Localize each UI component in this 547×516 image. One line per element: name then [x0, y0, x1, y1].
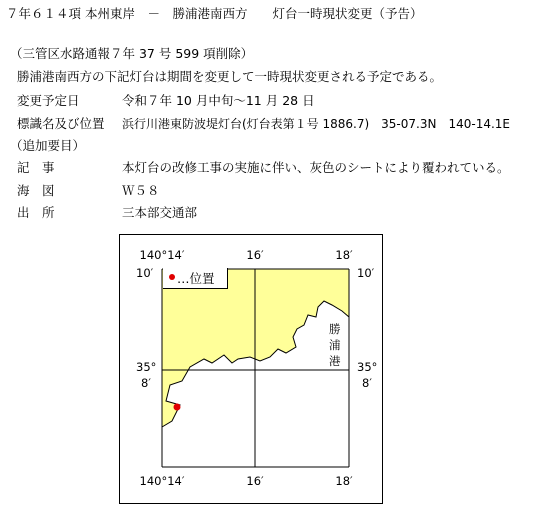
top-lon-label-14: 140°14′: [139, 248, 185, 262]
added-section-heading: （追加要目）: [10, 138, 86, 153]
notice-title: ７年６１４項 本州東岸 － 勝浦港南西方 灯台一時現状変更（予告）: [6, 6, 423, 21]
beacon-name-value: 浜行川港東防波堤灯台(灯台表第１号 1886.7) 35-07.3N 140-14.1E: [122, 117, 510, 131]
right-lat-label-10: 10′: [357, 266, 375, 280]
remarks-value: 本灯台の改修工事の実施に伴い、灰色のシートにより覆われている。: [122, 160, 510, 175]
change-date-label: 変更予定日: [17, 93, 80, 108]
left-lat-label-10: 10′: [136, 266, 154, 280]
legend-marker-icon: [169, 274, 175, 280]
place-name-char-3: 港: [329, 354, 341, 368]
map-svg: [120, 235, 382, 503]
chart-label: 海 図: [17, 183, 55, 198]
map-legend: [163, 268, 228, 289]
location-map: [119, 234, 383, 504]
bottom-lon-label-18: 18′: [335, 474, 353, 488]
place-name-char-1: 勝: [329, 322, 341, 336]
right-lat-label-8: 8′: [362, 376, 372, 390]
bottom-lon-label-16: 16′: [246, 474, 264, 488]
left-lat-label-35: 35°: [136, 360, 157, 374]
chart-value: Ｗ５８: [122, 183, 160, 198]
left-lat-label-8: 8′: [141, 376, 151, 390]
bottom-lon-label-14: 140°14′: [139, 474, 185, 488]
beacon-name-label: 標識名及び位置: [17, 116, 105, 131]
legend-text: …位置: [177, 271, 215, 286]
place-name-char-2: 浦: [329, 338, 341, 352]
top-lon-label-18: 18′: [335, 248, 353, 262]
location-marker: [174, 404, 181, 411]
change-date-value: 令和７年 10 月中旬～11 月 28 日: [122, 93, 315, 108]
source-reference: （三管区水路通報７年 37 号 599 項削除）: [10, 46, 254, 61]
source-label: 出 所: [17, 205, 55, 220]
top-lon-label-16: 16′: [246, 248, 264, 262]
source-value: 三本部交通部: [122, 205, 198, 220]
notice-summary: 勝浦港南西方の下記灯台は期間を変更して一時現状変更される予定である。: [17, 69, 443, 84]
right-lat-label-35: 35°: [357, 360, 378, 374]
remarks-label: 記 事: [17, 160, 55, 175]
